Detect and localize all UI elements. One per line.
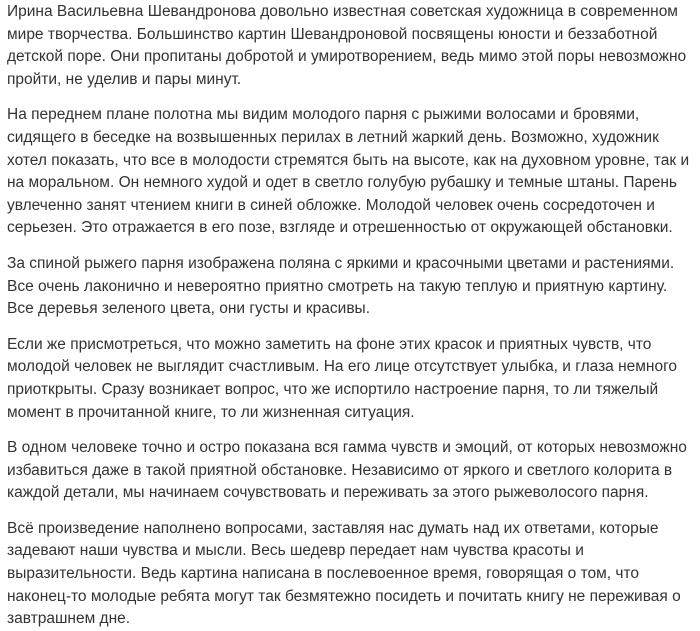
article-body bbox=[0, 1, 700, 631]
paragraph-conclusion: Всё произведение наполнено вопросами, заставляя нас думать над их ответами, которые задевают наши чувства и мысли. Весь шедевр передает нам чувства красоты и выразительности. Ведь картина написана в послевоенное время, говорящая о том, что наконец-то молодые ребята могут так безмятежно посидеть и почитать книгу не переживая о завтрашнем дне. bbox=[7, 519, 681, 628]
paragraph-background: За спиной рыжего парня изображена поляна с яркими и красочными цветами и растениями. Все очень лаконично и невероятно приятно смотреть на такую теплую и приятную картину. Все деревья зеленого цвета, они густы и красивы. bbox=[7, 254, 675, 318]
paragraph-foreground: На переднем плане полотна мы видим молодого парня с рыжими волосами и бровями, сидящего в беседке на возвышенных перилах в летний жаркий день. Возможно, художник хотел показать, что все в молодости стремятся быть на высоте, как на духовном уровне, так и на моральном. Он немного худой и одет в светло голубую рубашку и темные штаны. Парень увлеченно занят чтением книги в синей обложке. Молодой человек очень сосредоточен и серьезен. Это отражается в его позе, взгляде и отрешенностью от окружающей обстановки. bbox=[7, 106, 690, 237]
paragraph-mood: Если же присмотреться, что можно заметить на фоне этих красок и приятных чувств, что молодой человек не выглядит счастливым. На его лице отсутствует улыбка, и глаза немного приоткрыты. Сразу возникает вопрос, что же испортило настроение парня, то ли тяжелый момент в прочитанной книге, то ли жизненная ситуация. bbox=[7, 335, 678, 421]
paragraph-intro: Ирина Васильевна Шевандронова довольно известная советская художница в современном мире творчества. Большинство картин Шевандроновой посвящены юности и беззаботной детской поре. Они пропитаны добротой и умиротворением, ведь мимо этой поры невозможно пройти, не уделив и пары минут. bbox=[7, 3, 687, 88]
paragraph-emotions: В одном человеке точно и остро показана вся гамма чувств и эмоций, от которых невозможно избавиться даже в такой приятной обстановке. Независимо от яркого и светлого колорита в каждой детали, мы начинаем сочувствовать и переживать за этого рыжеволосого парня. bbox=[7, 439, 687, 502]
